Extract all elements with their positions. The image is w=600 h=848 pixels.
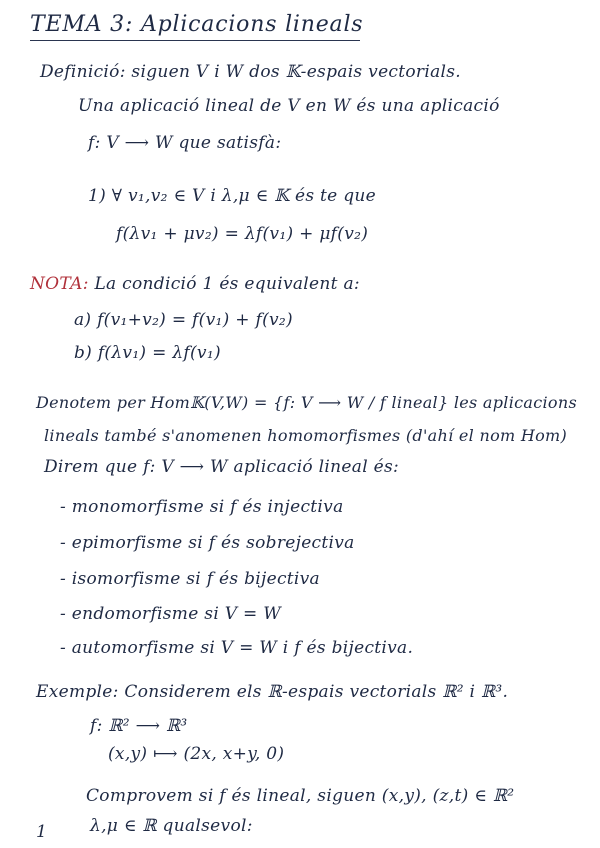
hom-line-2: lineals també s'anomenen homomorfismes (d'ahí el nom Hom) (44, 426, 568, 445)
nota-label: NOTA: (30, 274, 89, 294)
type-epimorfisme: - epimorfisme si f és sobrejectiva (60, 533, 355, 553)
example-line-1: Exemple: Considerem els ℝ-espais vectorials ℝ² i ℝ³. (36, 682, 509, 702)
definition-line-1: Definició: siguen V i W dos 𝕂-espais vectorials. (40, 62, 461, 82)
example-line-5: λ,μ ∈ ℝ qualsevol: (90, 816, 253, 836)
nota-condition-b: b) f(λv₁) = λf(v₁) (74, 343, 221, 363)
page-number: 1 (36, 822, 48, 842)
type-endomorfisme: - endomorfisme si V = W (60, 604, 282, 624)
nota-line (30, 274, 360, 294)
definition-line-3: f: V ⟶ W que satisfà: (88, 133, 282, 153)
linearity-formula: f(λv₁ + μv₂) = λf(v₁) + μf(v₂) (116, 224, 369, 244)
example-rule: (x,y) ⟼ (2x, x+y, 0) (108, 744, 285, 764)
hom-line-1: Denotem per Hom𝕂(V,W) = {f: V ⟶ W / f lineal} les aplicacions (36, 393, 577, 412)
type-automorfisme: - automorfisme si V = W i f és bijectiva. (60, 638, 414, 658)
type-isomorfisme: - isomorfisme si f és bijectiva (60, 569, 320, 589)
title-underline (30, 40, 360, 41)
page-title: TEMA 3: Aplicacions lineals (30, 12, 364, 37)
example-line-4: Comprovem si f és lineal, siguen (x,y), (z,t) ∈ ℝ² (86, 786, 515, 806)
nota-text: La condició 1 és equivalent a: (94, 274, 360, 294)
type-monomorfisme: - monomorfisme si f és injectiva (60, 497, 344, 517)
hom-line-3: Direm que f: V ⟶ W aplicació lineal és: (44, 457, 400, 477)
definition-line-2: Una aplicació lineal de V en W és una aplicació (78, 96, 500, 116)
condition-line: 1) ∀ v₁,v₂ ∈ V i λ,μ ∈ 𝕂 és te que (88, 186, 377, 206)
nota-condition-a: a) f(v₁+v₂) = f(v₁) + f(v₂) (74, 310, 293, 330)
example-map: f: ℝ² ⟶ ℝ³ (90, 716, 188, 736)
